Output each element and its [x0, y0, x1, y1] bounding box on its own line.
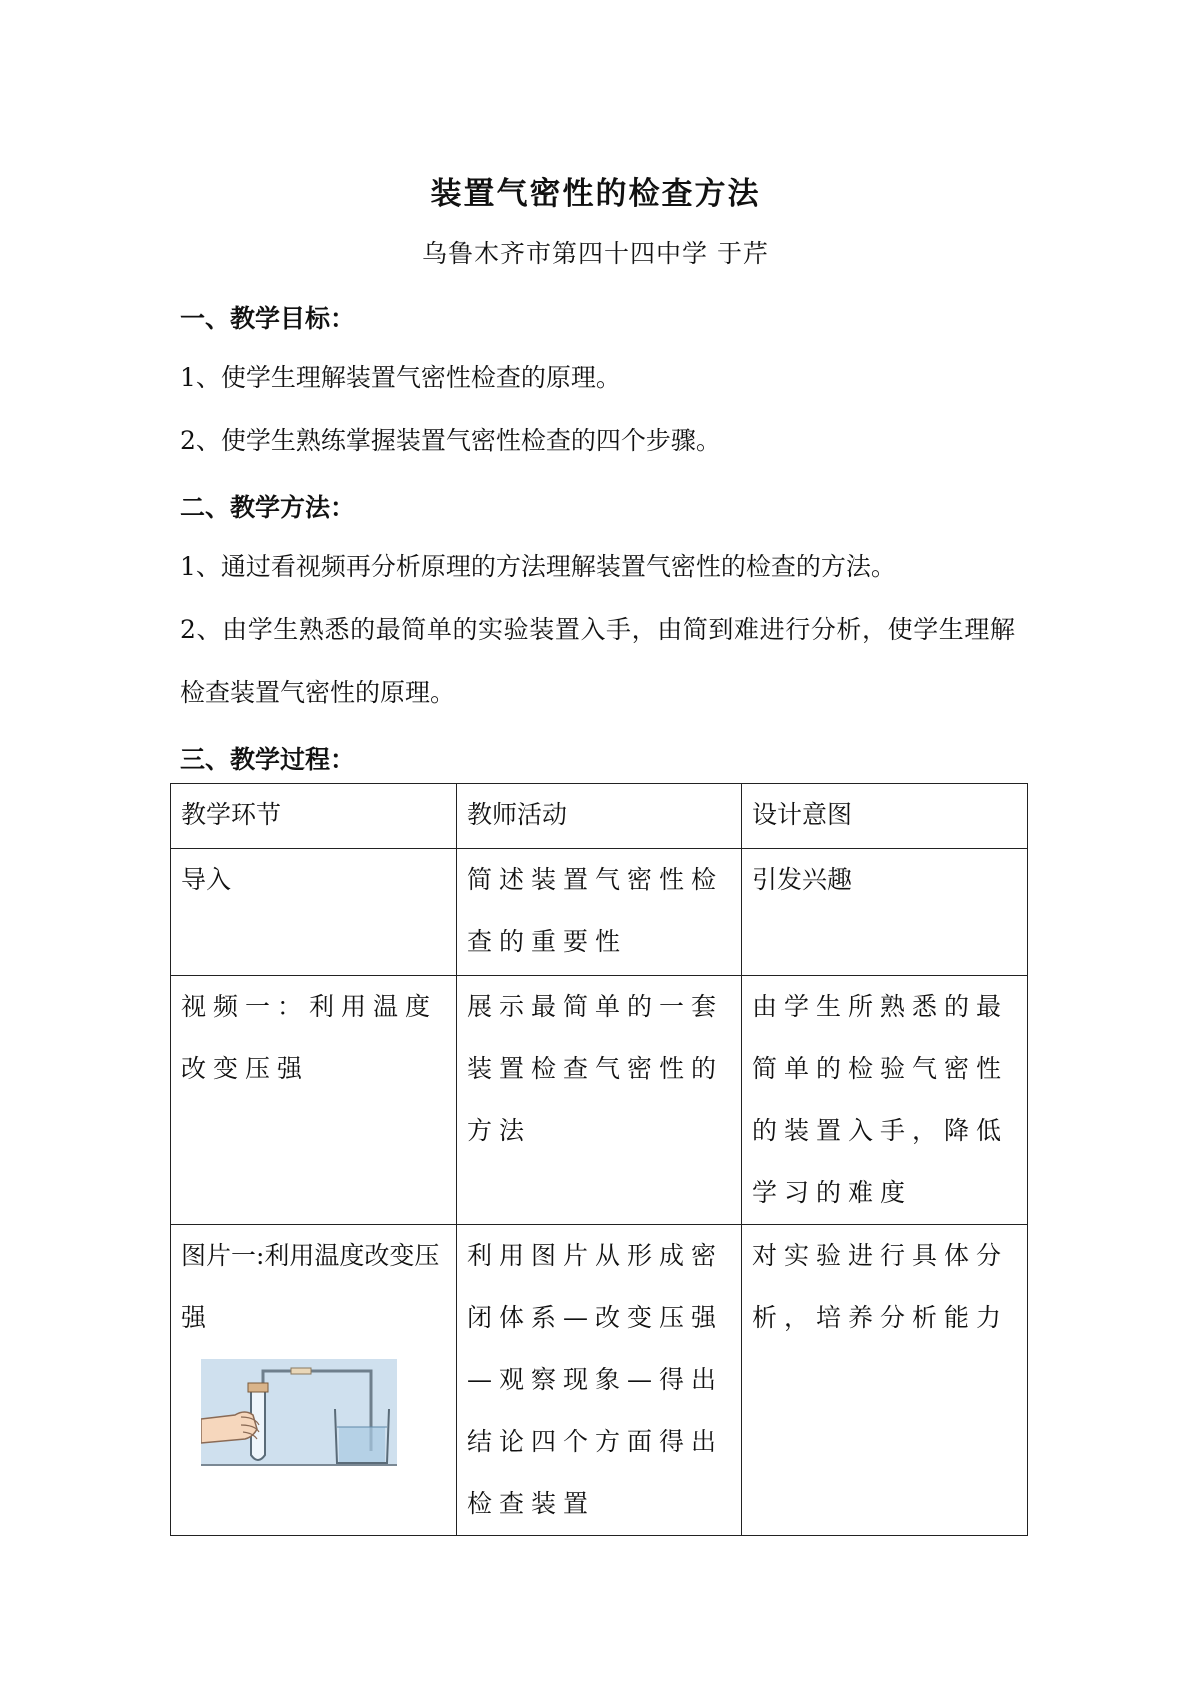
section-heading-methods: 二、教学方法：: [180, 493, 356, 522]
objective-item: 2、使学生熟练掌握装置气密性检查的四个步骤。: [180, 426, 721, 455]
teaching-process-table: [170, 783, 1028, 1536]
table-cell: 简述装置气密性检查的重要性: [457, 849, 742, 976]
table-row: [171, 1225, 1028, 1536]
page-title: 装置气密性的检查方法: [430, 176, 761, 212]
table-cell: 利用图片从形成密闭体系—改变压强—观察现象—得出结论四个方面得出检查装置: [457, 1225, 742, 1536]
author-line: 乌鲁木齐市第四十四中学 于芹: [422, 239, 769, 268]
table-header-cell: 教师活动: [457, 784, 742, 849]
table-cell: 视频一：利用温度改变压强: [171, 976, 457, 1225]
table-cell: 引发兴趣: [742, 849, 1028, 976]
table-cell: 导入: [171, 849, 457, 976]
table-row: [171, 849, 1028, 976]
section-heading-process: 三、教学过程：: [180, 745, 356, 774]
table-row: [171, 976, 1028, 1225]
table-cell: 图片一:利用温度改变压强: [171, 1225, 457, 1536]
table-header-row: [171, 784, 1028, 849]
table-cell: 展示最简单的一套装置检查气密性的方法: [457, 976, 742, 1225]
method-item: 2、由学生熟悉的最简单的实验装置入手，由简到难进行分析，使学生理解检查装置气密性的原理。: [180, 615, 1015, 707]
method-item: 1、通过看视频再分析原理的方法理解装置气密性的检查的方法。: [180, 552, 896, 581]
section-heading-objectives: 一、教学目标：: [180, 304, 356, 333]
table-cell: 对实验进行具体分析，培养分析能力: [742, 1225, 1028, 1536]
table-cell: 由学生所熟悉的最简单的检验气密性的装置入手，降低学习的难度: [742, 976, 1028, 1225]
table-header-cell: 教学环节: [171, 784, 457, 849]
objective-item: 1、使学生理解装置气密性检查的原理。: [180, 363, 621, 392]
airtightness-apparatus-figure: [201, 1359, 397, 1466]
table-header-cell: 设计意图: [742, 784, 1028, 849]
